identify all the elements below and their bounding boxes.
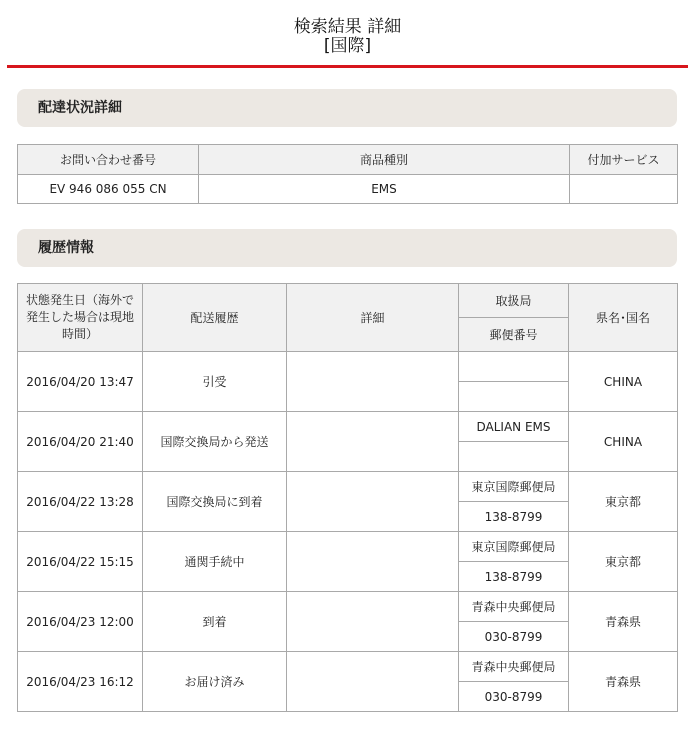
row-office: 青森中央郵便局 bbox=[459, 592, 569, 622]
row-datetime: 2016/04/23 16:12 bbox=[18, 652, 143, 712]
row-detail bbox=[287, 652, 459, 712]
row-datetime: 2016/04/22 13:28 bbox=[18, 472, 143, 532]
row-office: 東京国際郵便局 bbox=[459, 532, 569, 562]
row-detail bbox=[287, 532, 459, 592]
row-datetime: 2016/04/20 21:40 bbox=[18, 412, 143, 472]
delivery-summary-table bbox=[17, 144, 678, 204]
table-row bbox=[18, 652, 678, 682]
col-tracking-number: お問い合わせ番号 bbox=[18, 145, 199, 175]
row-postal-code: 138-8799 bbox=[459, 562, 569, 592]
table-row bbox=[18, 412, 678, 442]
item-type-value: EMS bbox=[199, 175, 570, 204]
col-detail: 詳細 bbox=[287, 284, 459, 352]
row-region: 青森県 bbox=[569, 652, 678, 712]
row-postal-code: 138-8799 bbox=[459, 502, 569, 532]
row-detail bbox=[287, 412, 459, 472]
row-office: DALIAN EMS bbox=[459, 412, 569, 442]
row-office: 青森中央郵便局 bbox=[459, 652, 569, 682]
row-postal-code bbox=[459, 442, 569, 472]
col-status: 配送履歴 bbox=[143, 284, 287, 352]
row-detail bbox=[287, 592, 459, 652]
row-postal-code: 030-8799 bbox=[459, 622, 569, 652]
history-table bbox=[17, 283, 678, 712]
row-status: 通関手続中 bbox=[143, 532, 287, 592]
page-subtitle: [国際] bbox=[323, 36, 372, 56]
row-postal-code: 030-8799 bbox=[459, 682, 569, 712]
tracking-number-value: EV 946 086 055 CN bbox=[18, 175, 199, 204]
col-postal-code: 郵便番号 bbox=[459, 318, 569, 352]
table-row bbox=[18, 592, 678, 622]
delivery-section-heading: 配達状況詳細 bbox=[17, 89, 677, 127]
row-status: お届け済み bbox=[143, 652, 287, 712]
row-region: 東京都 bbox=[569, 532, 678, 592]
table-row bbox=[18, 532, 678, 562]
row-detail bbox=[287, 352, 459, 412]
col-region: 県名･国名 bbox=[569, 284, 678, 352]
col-office: 取扱局 bbox=[459, 284, 569, 318]
col-additional-service: 付加サービス bbox=[570, 145, 678, 175]
page-header bbox=[0, 18, 695, 56]
row-region: 青森県 bbox=[569, 592, 678, 652]
page-title: 検索結果 詳細 bbox=[293, 17, 402, 37]
row-region: 東京都 bbox=[569, 472, 678, 532]
row-datetime: 2016/04/22 15:15 bbox=[18, 532, 143, 592]
row-office bbox=[459, 352, 569, 382]
row-status: 国際交換局に到着 bbox=[143, 472, 287, 532]
additional-service-value bbox=[570, 175, 678, 204]
row-status: 到着 bbox=[143, 592, 287, 652]
row-region: CHINA bbox=[569, 412, 678, 472]
col-item-type: 商品種別 bbox=[199, 145, 570, 175]
row-region: CHINA bbox=[569, 352, 678, 412]
row-postal-code bbox=[459, 382, 569, 412]
row-status: 国際交換局から発送 bbox=[143, 412, 287, 472]
history-section-heading: 履歴情報 bbox=[17, 229, 677, 267]
row-datetime: 2016/04/23 12:00 bbox=[18, 592, 143, 652]
header-divider bbox=[7, 65, 688, 68]
row-office: 東京国際郵便局 bbox=[459, 472, 569, 502]
row-status: 引受 bbox=[143, 352, 287, 412]
table-row bbox=[18, 472, 678, 502]
row-detail bbox=[287, 472, 459, 532]
table-row bbox=[18, 352, 678, 382]
row-datetime: 2016/04/20 13:47 bbox=[18, 352, 143, 412]
col-datetime: 状態発生日（海外で発生した場合は現地時間） bbox=[18, 284, 143, 352]
